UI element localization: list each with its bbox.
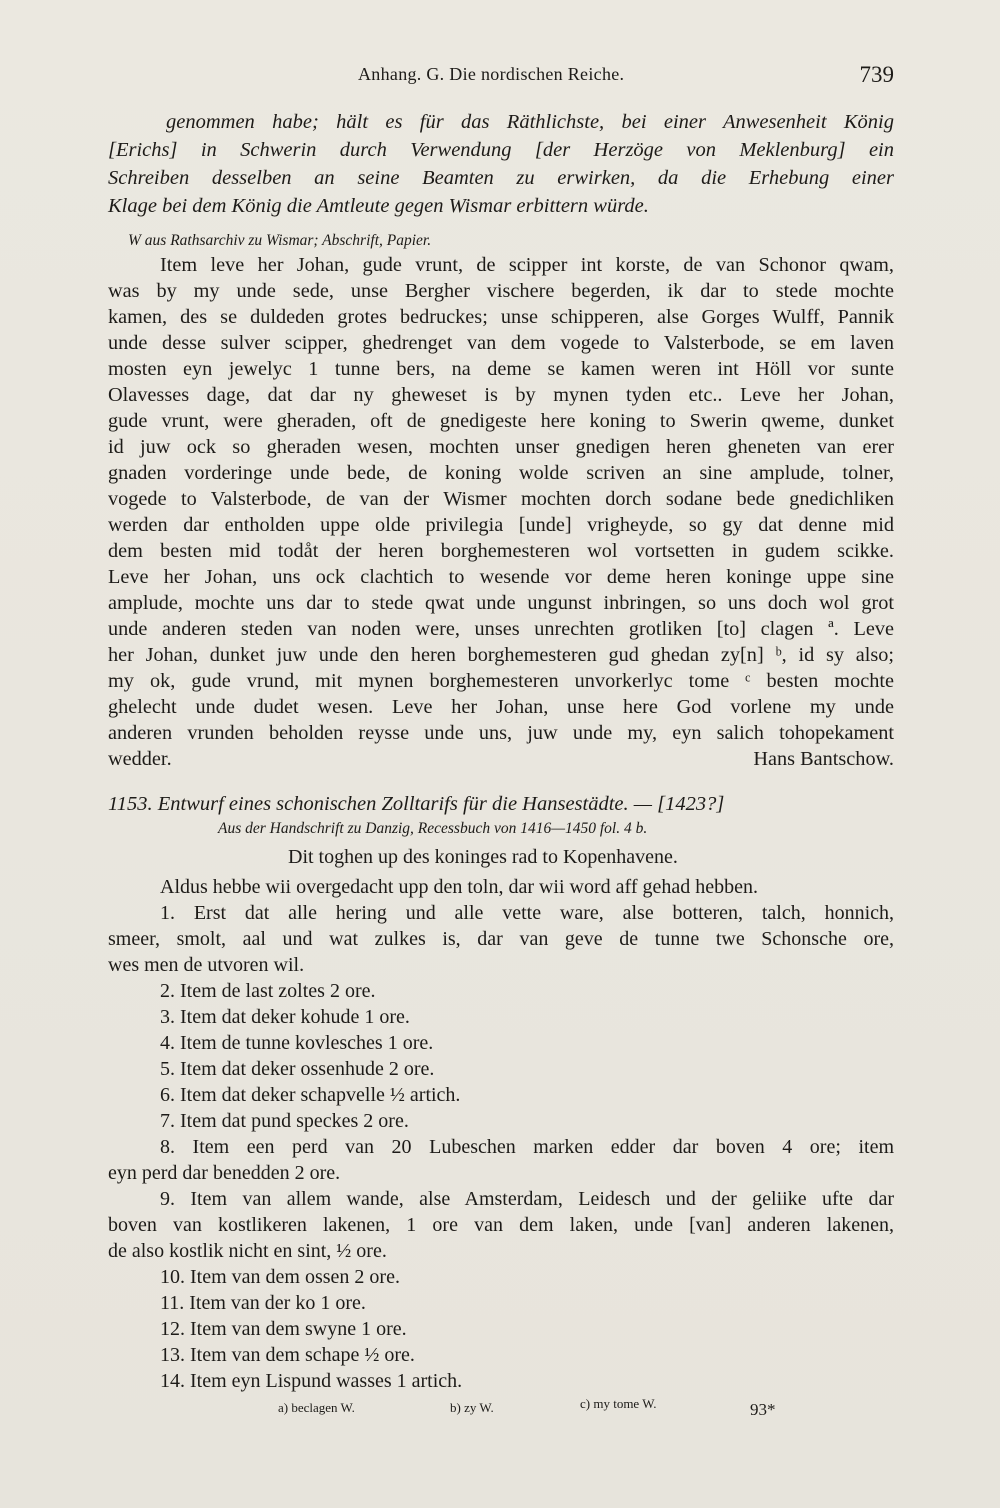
letter-line: Item leve her Johan, gude vrunt, de scipper int korste, de van Schonor qwam,: [160, 254, 894, 276]
letter-line: amplude, mochte uns dar to stede qwat unde ungunst inbringen, so uns doch wol grot: [108, 592, 894, 614]
tariff-line: boven van kostlikeren lakenen, 1 ore van dem laken, unde [van] anderen lakenen,: [108, 1214, 894, 1236]
summary-line: genommen habe; hält es für das Räthlichste, bei einer Anwesenheit König: [166, 111, 894, 133]
tariff-line: 10. Item van dem ossen 2 ore.: [160, 1266, 400, 1288]
letter-line: Olavesses dage, dat dar ny gheweset is by mynen tyden etc.. Leve her Johan,: [108, 384, 894, 406]
tariff-line: 12. Item van dem swyne 1 ore.: [160, 1318, 407, 1340]
letter-line: unde desse sulver scipper, ghedrenget van dem vogede to Valsterbode, se em laven: [108, 332, 894, 354]
entry-source: Aus der Handschrift zu Danzig, Recessbuch von 1416—1450 fol. 4 b.: [218, 820, 648, 837]
tariff-line: 2. Item de last zoltes 2 ore.: [160, 980, 376, 1002]
letter-line: dem besten mid todåt der heren borghemesteren wol vortsetten in gudem scikke.: [108, 540, 894, 562]
letter-closing-word: wedder.: [108, 748, 172, 770]
letter-text: [108, 252, 894, 772]
letter-line: werden dar entholden uppe olde privilegia [unde] vrigheyde, so gy dat denne mid: [108, 514, 894, 536]
source-note: W aus Rathsarchiv zu Wismar; Abschrift, Papier.: [128, 232, 432, 249]
tariff-line: 9. Item van allem wande, alse Amsterdam, Leidesch und der geliike ufte dar: [160, 1188, 894, 1210]
letter-line: gnaden vorderinge unde bede, de koning wolde scriven an sine amplude, tolner,: [108, 462, 894, 484]
letter-line: gude vrunt, were gheraden, oft de gnedigeste here koning to Swerin qweme, dunket: [108, 410, 894, 432]
summary-line: [Erichs] in Schwerin durch Verwendung [der Herzöge von Meklenburg] ein: [108, 139, 894, 161]
footnote: c) my tome W.: [580, 1396, 657, 1411]
letter-line: my ok, gude vrund, mit mynen borghemesteren unvorkerlyc tome ᶜ besten mochte: [108, 670, 894, 692]
letter-line: Leve her Johan, uns ock clachtich to wesende vor deme heren koninge uppe sine: [108, 566, 894, 588]
tariff-line: smeer, smolt, aal und wat zulkes is, dar van geve de tunne twe Schonsche ore,: [108, 928, 894, 950]
letter-line: unde anderen steden van noden were, unses unrechten grotliken [to] clagen ª. Leve: [108, 618, 894, 640]
running-title: Anhang. G. Die nordischen Reiche.: [358, 64, 625, 84]
document-summary: [108, 108, 894, 220]
tariff-line: 8. Item een perd van 20 Lubeschen marken edder dar boven 4 ore; item: [160, 1136, 894, 1158]
letter-line: id juw ock so gheraden wesen, mochten unser gnedigen heren gheneten van erer: [108, 436, 894, 458]
letter-line: anderen vrunden beholden reysse unde uns, juw unde my, eyn salich tohopekament: [108, 722, 894, 744]
tariff-line: 4. Item de tunne kovlesches 1 ore.: [160, 1032, 434, 1054]
signature: Hans Bantschow.: [753, 748, 894, 770]
letter-line: was by my unde sede, unse Bergher vischere begerden, ik dar to stede mochte: [108, 280, 894, 302]
page-number: 739: [859, 62, 894, 87]
letter-line: kamen, des se duldeden grotes bedruckes; unse schipperen, alse Gorges Wulff, Pannik: [108, 306, 894, 328]
entry-heading: Dit toghen up des koninges rad to Kopenhavene.: [288, 846, 678, 868]
entry-title-text: Entwurf eines schonischen Zolltarifs für die Hansestädte. — [1423?]: [157, 793, 725, 815]
tariff-line: 6. Item dat deker schapvelle ½ artich.: [160, 1084, 461, 1106]
footnote: b) zy W.: [450, 1400, 494, 1415]
letter-line: her Johan, dunket juw unde den heren borghemesteren gud ghedan zy[n] ᵇ, id sy also;: [108, 644, 894, 666]
letter-closing-line: [108, 746, 894, 772]
page-header: [108, 64, 894, 94]
letter-line: ghelecht unde dudet wesen. Leve her Johan, unse here God vorlene my unde: [108, 696, 894, 718]
tariff-line: 5. Item dat deker ossenhude 2 ore.: [160, 1058, 435, 1080]
tariff-line: de also kostlik nicht en sint, ½ ore.: [108, 1240, 387, 1262]
tariff-line: 1. Erst dat alle hering und alle vette ware, alse botteren, talch, honnich,: [160, 902, 894, 924]
entry-title: [108, 793, 894, 816]
letter-line: mosten eyn jewelyc 1 tunne bers, na deme se kamen weren int Höll vor sunte: [108, 358, 894, 380]
entry-number: 1153.: [108, 793, 153, 815]
tariff-line: 13. Item van dem schape ½ ore.: [160, 1344, 415, 1366]
tariff-line: 14. Item eyn Lispund wasses 1 artich.: [160, 1370, 463, 1392]
summary-line: Klage bei dem König die Amtleute gegen Wismar erbittern würde.: [108, 195, 649, 217]
footnote: a) beclagen W.: [278, 1400, 355, 1415]
tariff-line: eyn perd dar benedden 2 ore.: [108, 1162, 341, 1184]
tariff-line: 11. Item van der ko 1 ore.: [160, 1292, 366, 1314]
sheet-signature: 93*: [750, 1400, 776, 1419]
tariff-intro: Aldus hebbe wii overgedacht upp den toln, dar wii word aff gehad hebben.: [160, 876, 758, 898]
tariff-line: 3. Item dat deker kohude 1 ore.: [160, 1006, 410, 1028]
tariff-line: wes men de utvoren wil.: [108, 954, 305, 976]
letter-line: vogede to Valsterbode, de van der Wismer mochten dorch sodane bede gnedichliken: [108, 488, 894, 510]
tariff-list: [108, 874, 894, 1394]
tariff-line: 7. Item dat pund speckes 2 ore.: [160, 1110, 409, 1132]
summary-line: Schreiben desselben an seine Beamten zu erwirken, da die Erhebung einer: [108, 167, 894, 189]
